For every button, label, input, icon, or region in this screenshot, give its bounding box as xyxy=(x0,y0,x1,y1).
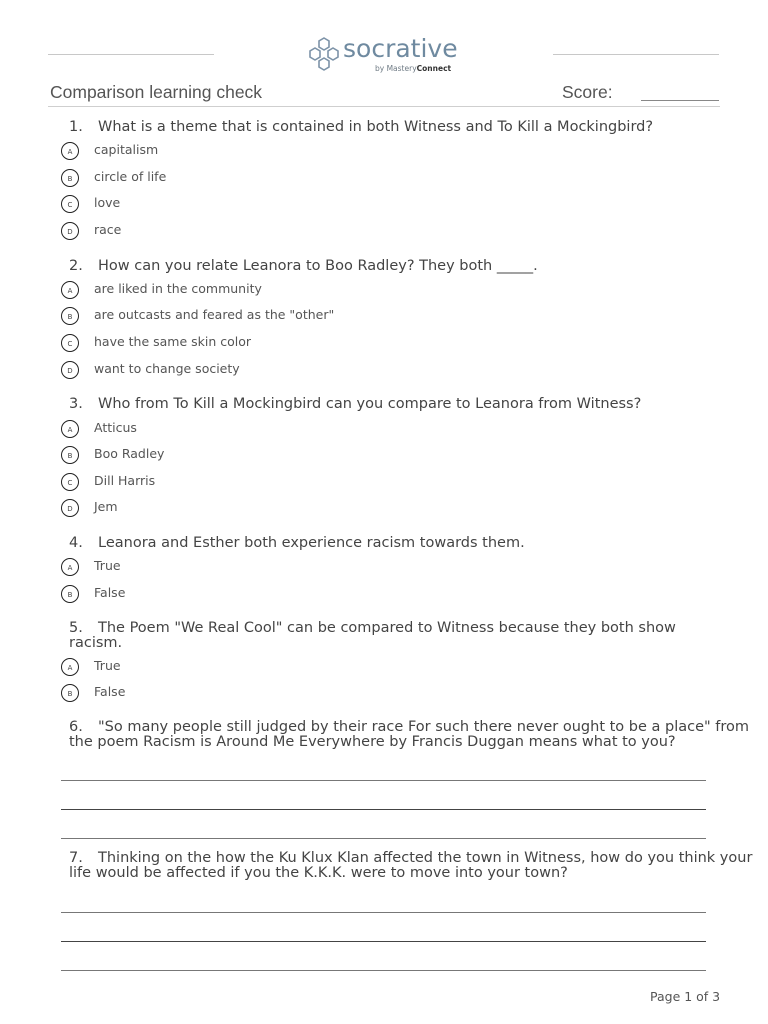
answer-text: race xyxy=(94,222,122,237)
question-number: 6. xyxy=(69,719,83,735)
answer-line[interactable] xyxy=(61,912,706,913)
answer-text: True xyxy=(94,658,121,673)
question-number: 1. xyxy=(69,119,83,135)
header-rule-right xyxy=(553,54,719,55)
question-text: Leanora and Esther both experience racism towards them. xyxy=(98,535,525,551)
answer-line[interactable] xyxy=(61,838,706,839)
answer-text: Jem xyxy=(94,499,118,514)
question-6 xyxy=(69,720,768,735)
answer-text: circle of life xyxy=(94,169,167,184)
logo-byline-prefix: by Mastery xyxy=(375,64,417,73)
logo-wordmark: socrative xyxy=(343,34,458,63)
question-text: Who from To Kill a Mockingbird can you compare to Leanora from Witness? xyxy=(98,396,642,412)
answer-line[interactable] xyxy=(61,941,706,942)
answer-bubble[interactable]: D xyxy=(61,361,79,379)
answer-bubble[interactable]: B xyxy=(61,307,79,325)
answer-bubble[interactable]: A xyxy=(61,281,79,299)
title-rule xyxy=(48,106,720,107)
answer-line[interactable] xyxy=(61,780,706,781)
question-number: 2. xyxy=(69,258,83,274)
answer-bubble[interactable]: B xyxy=(61,169,79,187)
question-text: racism. xyxy=(69,635,123,651)
answer-text: Boo Radley xyxy=(94,446,165,461)
question-number: 7. xyxy=(69,850,83,866)
question-7 xyxy=(69,851,768,866)
score-label: Score: xyxy=(562,82,613,102)
answer-bubble[interactable]: B xyxy=(61,446,79,464)
question-7-continued xyxy=(69,866,768,881)
question-5-continued xyxy=(69,636,768,651)
answer-text: love xyxy=(94,195,121,210)
answer-text: False xyxy=(94,684,126,699)
question-text: "So many people still judged by their race For such there never ought to be a place" from xyxy=(98,719,750,735)
answer-bubble[interactable]: C xyxy=(61,473,79,491)
answer-text: True xyxy=(94,558,121,573)
socrative-logo xyxy=(307,36,467,76)
question-text: Thinking on the how the Ku Klux Klan affected the town in Witness, how do you think your xyxy=(98,850,753,866)
question-text: life would be affected if you the K.K.K. were to move into your town? xyxy=(69,865,568,881)
logo-byline xyxy=(375,64,451,73)
answer-bubble[interactable]: D xyxy=(61,499,79,517)
honeycomb-icon xyxy=(307,36,341,74)
header-rule-left xyxy=(48,54,214,55)
answer-line[interactable] xyxy=(61,809,706,810)
answer-bubble[interactable]: D xyxy=(61,222,79,240)
answer-text: Dill Harris xyxy=(94,473,156,488)
answer-text: False xyxy=(94,585,126,600)
question-6-continued xyxy=(69,735,768,750)
question-text: How can you relate Leanora to Boo Radley? They both _____. xyxy=(98,258,538,274)
answer-bubble[interactable]: C xyxy=(61,195,79,213)
answer-text: want to change society xyxy=(94,361,240,376)
question-1 xyxy=(69,120,768,135)
answer-text: have the same skin color xyxy=(94,334,252,349)
answer-bubble[interactable]: A xyxy=(61,658,79,676)
answer-text: are outcasts and feared as the "other" xyxy=(94,307,335,322)
question-number: 4. xyxy=(69,535,83,551)
page-title: Comparison learning check xyxy=(50,82,263,102)
answer-bubble[interactable]: A xyxy=(61,142,79,160)
answer-bubble[interactable]: B xyxy=(61,585,79,603)
question-number: 5. xyxy=(69,620,83,636)
question-4 xyxy=(69,536,768,551)
answer-bubble[interactable]: A xyxy=(61,420,79,438)
answer-bubble[interactable]: C xyxy=(61,334,79,352)
answer-bubble[interactable]: B xyxy=(61,684,79,702)
answer-text: capitalism xyxy=(94,142,159,157)
answer-text: Atticus xyxy=(94,420,137,435)
question-3 xyxy=(69,397,768,412)
page-number: Page 1 of 3 xyxy=(650,989,721,1004)
question-number: 3. xyxy=(69,396,83,412)
score-blank xyxy=(641,100,719,101)
question-text: the poem Racism is Around Me Everywhere by Francis Duggan means what to you? xyxy=(69,734,676,750)
answer-text: are liked in the community xyxy=(94,281,262,296)
question-2 xyxy=(69,259,768,274)
logo-byline-brand: Connect xyxy=(416,64,452,73)
question-text: What is a theme that is contained in both Witness and To Kill a Mockingbird? xyxy=(98,119,654,135)
question-5 xyxy=(69,621,768,636)
answer-bubble[interactable]: A xyxy=(61,558,79,576)
answer-line[interactable] xyxy=(61,970,706,971)
question-text: The Poem "We Real Cool" can be compared to Witness because they both show xyxy=(98,620,676,636)
